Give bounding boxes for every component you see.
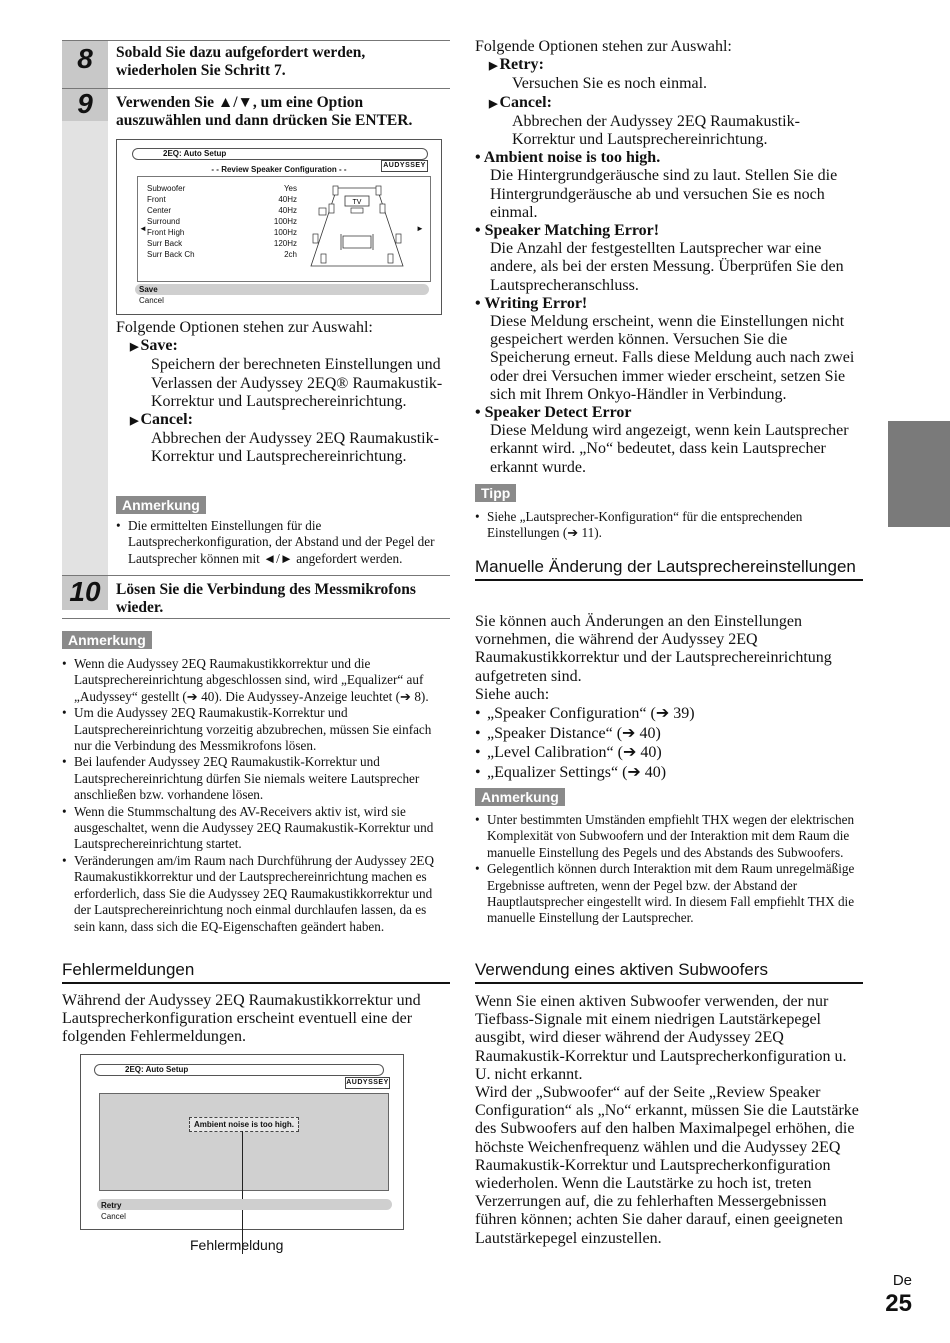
divider: [62, 88, 450, 89]
option-arrow-icon: ▶: [489, 97, 498, 110]
speaker-row: Subwoofer Yes: [147, 184, 297, 193]
note-item: • Wenn die Stummschaltung des AV-Receivers aktiv ist, wird sie ausgeschaltet, wenn die Audyssey 2EQ Raumakustik-Korrektur und Lautsprechereinrichtung startet.: [62, 804, 450, 853]
manual-block: [475, 613, 863, 782]
screen-subtitle: - - Review Speaker Configuration - -: [211, 165, 347, 174]
screen-title-bar: 2EQ: Auto Setup: [94, 1064, 384, 1076]
tip-note: [475, 509, 863, 542]
subwoofer-text-2: Wird der „Subwoofer“ auf der Seite „Review Speaker Configuration“ als „No“ erkannt, müssen Sie die Lautstärke des Subwoofers auf den halben Maximalpegel erhöhen, die höchste Weichenfrequenz wählen und die Audyssey 2EQ Raumakustik-Korrektur und Lautsprecherkonfiguration wiederholen. Wenn die Lautstärke zu hoch ist, treten Verzerrungen auf, die zu fehlerhaften Messergebnissen führen können; achten Sie daher darauf, einen geeigneten Lautstärkepegel einzustellen.: [475, 1084, 859, 1247]
subwoofer-text-1: Wenn Sie einen aktiven Subwoofer verwenden, der nur Tiefbass-Signale mit einem niedrigen Lautstärkepegel ausgibt, wird dieser während der Audyssey 2EQ Raumakustik-Korrektur und Lautsprecherkonfiguration u. U. nicht erkannt.: [475, 993, 847, 1083]
right-options-block: [475, 38, 863, 477]
step-10-number: 10: [62, 576, 108, 610]
step-8-text: Sobald Sie dazu aufgefordert werden, wiederholen Sie Schritt 7.: [116, 44, 366, 79]
see-also: Siehe auch:: [475, 685, 550, 703]
speaker-row: Front High 100Hz: [147, 228, 297, 237]
cancel-label-line: ▶ Cancel:: [489, 93, 552, 111]
cancel-description: Abbrechen der Audyssey 2EQ Raumakustik-Korrektur und Lautsprechereinrichtung.: [512, 112, 800, 149]
options-block: [116, 319, 450, 467]
note-item: • Unter bestimmten Umständen empfiehlt THX wegen der elektrischen Komplexität von Subwoofern und der Interaktion mit dem Raum die manuelle Einstellung des Pegels und des Abstands des Subwoofers.: [475, 812, 863, 861]
right-note: [475, 812, 863, 927]
svg-text:TV: TV: [352, 199, 362, 206]
screen-title-bar: 2EQ: Auto Setup: [132, 148, 428, 160]
audyssey-logo: AUDYSSEY: [345, 1077, 390, 1089]
selection-highlight: [97, 1199, 392, 1210]
note-1: [116, 518, 450, 567]
screen-caption: Fehlermeldung: [190, 1237, 284, 1253]
heading-manual: Manuelle Änderung der Lautsprechereinstellungen: [475, 556, 863, 581]
divider: [62, 575, 450, 576]
subwoofer-block: [475, 993, 863, 1248]
language-code: De: [892, 1272, 912, 1289]
option-arrow-icon: ▶: [130, 415, 139, 428]
callout-line: [242, 1131, 243, 1254]
error-screen: [80, 1054, 404, 1230]
speaker-row: Surr Back Ch 2ch: [147, 250, 297, 259]
reference-link[interactable]: • „Speaker Configuration“ (➔ 39): [475, 704, 863, 724]
note-item: • Gelegentlich können durch Interaktion mit dem Raum unregelmäßige Ergebnisse auftreten, wenn der Pegel bzw. der Abstand der Hauptlautsprecher eingestellt wird. In diesem Fall empfiehlt THX die manuelle Einstellung der Lautsprecher.: [475, 861, 863, 927]
reference-link[interactable]: • „Equalizer Settings“ (➔ 40): [475, 763, 863, 783]
error-title: • Speaker Detect Error: [475, 404, 632, 422]
reference-link[interactable]: • „Level Calibration“ (➔ 40): [475, 743, 863, 763]
step-9-number: 9: [62, 89, 108, 121]
error-description: Die Hintergrundgeräusche sind zu laut. Stellen Sie die Hintergrundgeräusche ab und versuchen Sie es noch einmal.: [490, 167, 838, 221]
section-tab: [888, 421, 950, 527]
step-10-text: Lösen Sie die Verbindung des Messmikrofons wieder.: [116, 581, 416, 616]
save-option[interactable]: Save: [139, 285, 158, 294]
error-title: • Speaker Matching Error!: [475, 222, 660, 240]
options-intro: Folgende Optionen stehen zur Auswahl:: [116, 319, 373, 336]
note-item: • Bei laufender Audyssey 2EQ Raumakustik-Korrektur und Lautsprechereinrichtung dürfen Sie niemals weitere Lautsprecher anschließen bzw. vorhandene lösen.: [62, 754, 450, 803]
retry-option[interactable]: Retry: [101, 1201, 122, 1210]
heading-subwoofer: Verwendung eines aktiven Subwoofers: [475, 959, 863, 984]
retry-label-line: ▶ Retry:: [489, 56, 544, 74]
error-description: Diese Meldung wird angezeigt, wenn kein Lautsprecher erkannt wird. „No“ bedeutet, dass kein Lautsprecher erkannt wurde.: [490, 422, 849, 476]
options-intro: Folgende Optionen stehen zur Auswahl:: [475, 38, 732, 55]
note-item: • Veränderungen am/im Raum nach Durchführung der Audyssey 2EQ Raumakustikkorrektur und der Lautsprechereinrichtung machen es erforderlich, dass Sie die Audyssey 2EQ Raumakustikkorrektur und der Lautsprechereinrichtung noch einmal durchlaufen lassen, da es sein kann, dass sich die EQ-Eigenschaften geändert haben.: [62, 853, 450, 935]
step-8-number: 8: [62, 41, 108, 88]
save-description: Speichern der berechneten Einstellungen und Verlassen der Audyssey 2EQ® Raumakustik-Korrektur und Lautsprechereinrichtung.: [151, 356, 443, 410]
option-arrow-icon: ▶: [130, 341, 139, 354]
step-9-bar: [62, 121, 108, 575]
heading-errors: Fehlermeldungen: [62, 959, 450, 984]
divider: [62, 40, 450, 41]
speaker-layout-diagram: [307, 180, 407, 276]
audyssey-logo: AUDYSSEY: [381, 160, 428, 172]
right-arrow-icon[interactable]: ►: [416, 224, 424, 233]
left-arrow-icon[interactable]: ◄: [139, 224, 147, 233]
speaker-row: Center 40Hz: [147, 206, 297, 215]
message-panel: [99, 1093, 389, 1191]
speaker-table: [147, 183, 297, 260]
note-tag: Anmerkung: [62, 631, 152, 649]
step-9-text: Verwenden Sie ▲/▼, um eine Option auszuwählen und dann drücken Sie ENTER.: [116, 94, 413, 129]
option-arrow-icon: ▶: [489, 60, 498, 73]
cancel-option[interactable]: Cancel: [139, 296, 164, 305]
note-tag: Anmerkung: [116, 496, 206, 514]
errors-intro: Während der Audyssey 2EQ Raumakustikkorrektur und Lautsprecherkonfiguration erscheint eventuell eine der folgenden Fehlermeldungen.: [62, 992, 421, 1046]
error-title: • Ambient noise is too high.: [475, 149, 661, 167]
note-item: • Die ermittelten Einstellungen für die Lautsprecherkonfiguration, der Abstand und der Pegel der Lautsprecher können mit ◄/► angefordert werden.: [116, 518, 450, 567]
note-2: [62, 656, 450, 935]
cancel-option[interactable]: Cancel: [101, 1212, 126, 1221]
error-description: Die Anzahl der festgestellten Lautsprecher war eine andere, als bei der ersten Messung. Überprüfen Sie den Lautsprecheranschluss.: [490, 240, 844, 294]
retry-description: Versuchen Sie es noch einmal.: [512, 75, 708, 93]
cancel-label-line: ▶ Cancel:: [130, 411, 193, 429]
save-label-line: ▶ Save:: [130, 337, 178, 355]
tip-item: • Siehe „Lautsprecher-Konfiguration“ für die entsprechenden Einstellungen (➔ 11).: [475, 509, 863, 542]
cancel-description: Abbrechen der Audyssey 2EQ Raumakustik-Korrektur und Lautsprechereinrichtung.: [151, 430, 439, 466]
page-number: 25: [885, 1290, 912, 1317]
error-message: Ambient noise is too high.: [189, 1117, 299, 1132]
error-description: Diese Meldung erscheint, wenn die Einstellungen nicht gespeichert werden können. Versuchen Sie die Speicherung erneut. Falls diese Meldung auch nach zwei oder drei Versuchen immer wieder erscheint, setzen Sie sich mit Ihrem Onkyo-Händler in Verbindung.: [490, 313, 855, 403]
note-item: • Wenn die Audyssey 2EQ Raumakustikkorrektur und die Lautsprechereinrichtung abgeschlossen sind, wird „Equalizer“ auf „Audyssey“ gestellt (➔ 40). Die Audyssey-Anzeige leuchtet (➔ 8).: [62, 656, 450, 705]
error-title: • Writing Error!: [475, 294, 588, 312]
reference-link[interactable]: • „Speaker Distance“ (➔ 40): [475, 724, 863, 744]
review-speaker-screen: [116, 139, 442, 315]
note-item: • Um die Audyssey 2EQ Raumakustik-Korrektur und Lautsprechereinrichtung vorzeitig abzubrechen, müssen Sie einfach nur die Verbindung des Messmikrofons lösen.: [62, 705, 450, 754]
tip-tag: Tipp: [475, 484, 516, 502]
speaker-row: Surr Back 120Hz: [147, 239, 297, 248]
speaker-row: Surround 100Hz: [147, 217, 297, 226]
divider: [62, 618, 450, 619]
note-tag: Anmerkung: [475, 788, 565, 806]
selection-highlight: [135, 284, 429, 295]
speaker-row: Front 40Hz: [147, 195, 297, 204]
manual-text: Sie können auch Änderungen an den Einstellungen vornehmen, die während der Audyssey 2EQ Raumakustikkorrektur und der Lautsprechereinrichtung aufgetreten sind.: [475, 613, 832, 685]
